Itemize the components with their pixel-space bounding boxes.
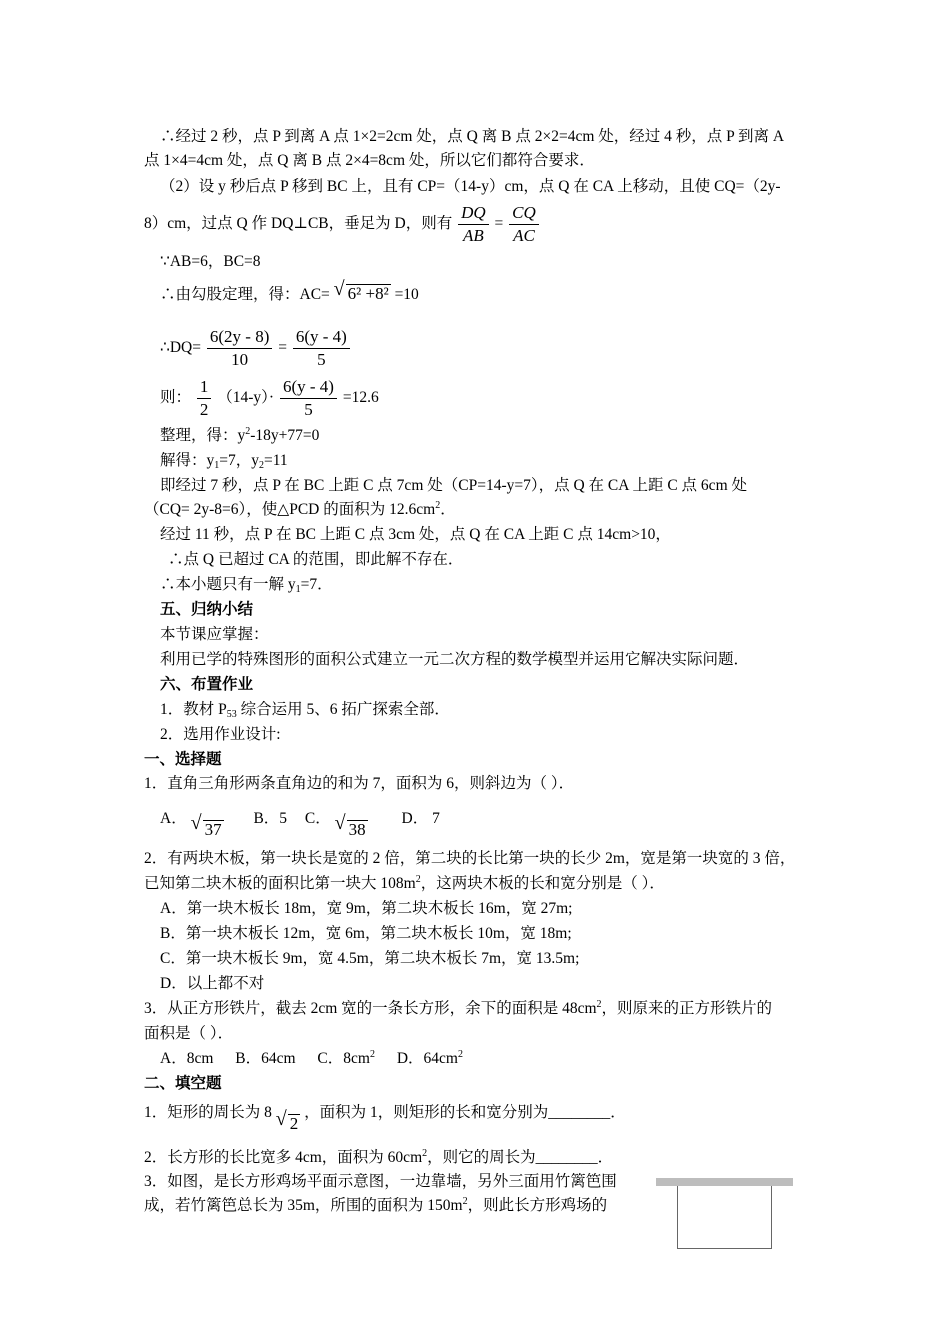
superscript: 2 (457, 1049, 463, 1060)
fence-figure (677, 1186, 772, 1249)
fraction-half (197, 376, 212, 421)
numerator: DQ (458, 202, 489, 225)
equals: = (494, 215, 504, 232)
text-line: 面积是（ ）． (144, 1025, 234, 1042)
radical-sign: √ (334, 812, 346, 834)
fill-question (144, 1098, 626, 1133)
text: ． (440, 501, 456, 518)
text: 整理，得：y (160, 427, 246, 444)
text: 已知第二块木板的面积比第一块大 108m (144, 875, 416, 892)
text: 8）cm，过点 Q 作 DQ⊥CB，垂足为 D，则有 (144, 215, 453, 232)
text-line: 点 1×4=4cm 处，点 Q 离 B 点 2×4=8cm 处，所以它们都符合要求． (144, 152, 595, 169)
dq-line (160, 324, 352, 372)
option-label: D． 7 (401, 810, 440, 827)
option-line: C．第一块木板长 9m，宽 4.5m，第二块木板长 7m，宽 13.5m; (160, 950, 580, 967)
numerator: 6(y - 4) (293, 326, 350, 349)
text-line (144, 874, 665, 894)
text-line (160, 575, 333, 595)
text: 2．长方形的长比宽多 4cm，面积为 60cm (144, 1149, 423, 1166)
question-stem: 1．直角三角形两条直角边的和为 7，面积为 6，则斜边为（ ）． (144, 775, 575, 792)
text: 1．矩形的周长为 8 (144, 1104, 272, 1121)
text: C．8cm (317, 1050, 370, 1067)
text: ，这两块木板的长和宽分别是（ ）． (420, 875, 665, 892)
radicand: 37 (204, 820, 222, 839)
option-label: B．5 (253, 810, 288, 827)
text: ，则原来的正方形铁片的 (601, 1000, 773, 1017)
radical-sign: √ (190, 812, 202, 834)
option-label: B．64cm (235, 1050, 296, 1067)
text: ∴本小题只有一解 y (160, 576, 296, 593)
denominator: AB (462, 225, 484, 245)
pythagoras-line (160, 280, 419, 310)
text: =11 (264, 452, 288, 469)
denominator: 5 (317, 349, 326, 369)
text: D．64cm (396, 1050, 458, 1067)
fraction (207, 326, 272, 371)
text: 则： (160, 389, 192, 406)
fraction-dq-ab (458, 202, 489, 247)
option-line: B．第一块木板长 12m，宽 6m，第二块木板长 10m，宽 18m; (160, 925, 572, 942)
text-line: 2．有两块木板，第一块长是宽的 2 倍，第二块的长比第一块的长少 2m，宽是第一块宽的 3 倍， (144, 850, 796, 867)
sqrt-expression (191, 814, 224, 848)
area-line (160, 374, 379, 422)
equals: = (278, 339, 287, 356)
text: ，则此长方形鸡场的 (467, 1197, 608, 1214)
superscript: 2 (422, 1148, 428, 1159)
text-line: ∴点 Q 已超过 CA 的范围，即此解不存在． (168, 551, 464, 568)
subscript: 53 (226, 709, 237, 720)
section-heading: 一、选择题 (144, 751, 222, 768)
text-line: 3．如图，是长方形鸡场平面示意图，一边靠墙，另外三面用竹篱笆围 (144, 1173, 617, 1190)
text: =12.6 (342, 389, 379, 406)
wall-figure (656, 1178, 793, 1186)
text: 3．从正方形铁片，截去 2cm 宽的一条长方形，余下的面积是 48cm (144, 1000, 597, 1017)
superscript: 2 (435, 500, 441, 511)
superscript: 2 (596, 999, 602, 1010)
text: ，则它的周长为________． (427, 1149, 614, 1166)
text-line: 2．选用作业设计: (160, 726, 281, 743)
numerator: 6(y - 4) (280, 376, 337, 399)
text: 1．教材 P (160, 701, 227, 718)
text-line (160, 700, 450, 720)
text-line: ∵AB=6，BC=8 (160, 253, 261, 270)
text: =7，y (219, 452, 260, 469)
text: 解得：y (160, 452, 215, 469)
fill-question (144, 1148, 613, 1168)
sqrt-expression (276, 1110, 301, 1140)
radical-sign: √ (333, 278, 345, 300)
text: （CQ= 2y-8=6），使△PCD 的面积为 12.6cm (144, 501, 436, 518)
text: =7． (300, 576, 333, 593)
subscript: 1 (295, 584, 301, 595)
text: =10 (394, 286, 419, 303)
text-line: （2）设 y 秒后点 P 移到 BC 上，且有 CP=（14-y）cm，点 Q 在 CA 上移动，且使 CQ=（2y- (160, 178, 781, 195)
solve-line (160, 451, 288, 471)
superscript: 2 (245, 426, 251, 437)
ratio-line (144, 200, 541, 248)
text-line: 经过 11 秒，点 P 在 BC 上距 C 点 3cm 处，点 Q 在 CA 上距 C 点 14cm>10， (160, 526, 671, 543)
text: ∴由勾股定理，得：AC= (160, 286, 330, 303)
text-line: ∴经过 2 秒，点 P 到离 A 点 1×2=2cm 处，点 Q 离 B 点 2×2=4cm 处，经过 4 秒，点 P 到离 A (160, 128, 785, 145)
fraction-cq-ac (509, 202, 539, 247)
denominator: 2 (199, 399, 209, 419)
text: （14-y）· (217, 389, 275, 406)
radicand: 6² +8² (347, 284, 389, 303)
sqrt-expression (334, 280, 391, 310)
text: 综合运用 5、6 拓广探索全部． (236, 701, 450, 718)
superscript: 2 (369, 1049, 375, 1060)
radical-sign: √ (275, 1108, 287, 1130)
text-line (144, 999, 772, 1019)
denominator: 10 (231, 349, 249, 369)
text-line: 利用已学的特殊图形的面积公式建立一元二次方程的数学模型并运用它解决实际问题． (160, 651, 750, 668)
subscript: 1 (214, 460, 220, 471)
radicand: 2 (289, 1114, 299, 1133)
option-line: D．以上都不对 (160, 975, 265, 992)
fraction (293, 326, 350, 371)
option-label: A．8cm (160, 1050, 214, 1067)
option-label: C． (304, 810, 331, 827)
text-line (144, 1196, 607, 1216)
text-line: 本节课应掌握： (160, 626, 269, 643)
text: -18y+77=0 (250, 427, 320, 444)
section-heading: 六、布置作业 (160, 676, 254, 693)
section-heading: 五、归纳小结 (160, 601, 254, 618)
radicand: 38 (348, 820, 366, 839)
section-heading: 二、填空题 (144, 1075, 222, 1092)
option-label: A． (160, 810, 187, 827)
text-line (144, 500, 456, 520)
subscript: 2 (259, 460, 265, 471)
numerator: 1 (197, 376, 212, 399)
sqrt-expression (335, 814, 368, 848)
option-label (317, 1050, 375, 1067)
superscript: 2 (462, 1196, 468, 1207)
text-line: 即经过 7 秒，点 P 在 BC 上距 C 点 7cm 处（CP=14-y=7），点 Q 在 CA 上距 C 点 6cm 处 (160, 477, 747, 494)
q1-options (160, 802, 440, 839)
option-label (397, 1050, 463, 1067)
fraction (280, 376, 337, 421)
option-line: A．第一块木板长 18m，宽 9m，第二块木板长 16m，宽 27m; (160, 900, 573, 917)
superscript: 2 (415, 874, 421, 885)
denominator: AC (513, 225, 535, 245)
numerator: CQ (509, 202, 539, 225)
simplify-line (160, 426, 319, 446)
numerator: 6(2y - 8) (207, 326, 272, 349)
text: ∴DQ= (160, 339, 201, 356)
denominator: 5 (304, 399, 313, 419)
q3-options (160, 1049, 463, 1069)
text: 成，若竹篱笆总长为 35m，所围的面积为 150m (144, 1197, 463, 1214)
text: ，面积为 1，则矩形的长和宽分别为________． (304, 1104, 626, 1121)
